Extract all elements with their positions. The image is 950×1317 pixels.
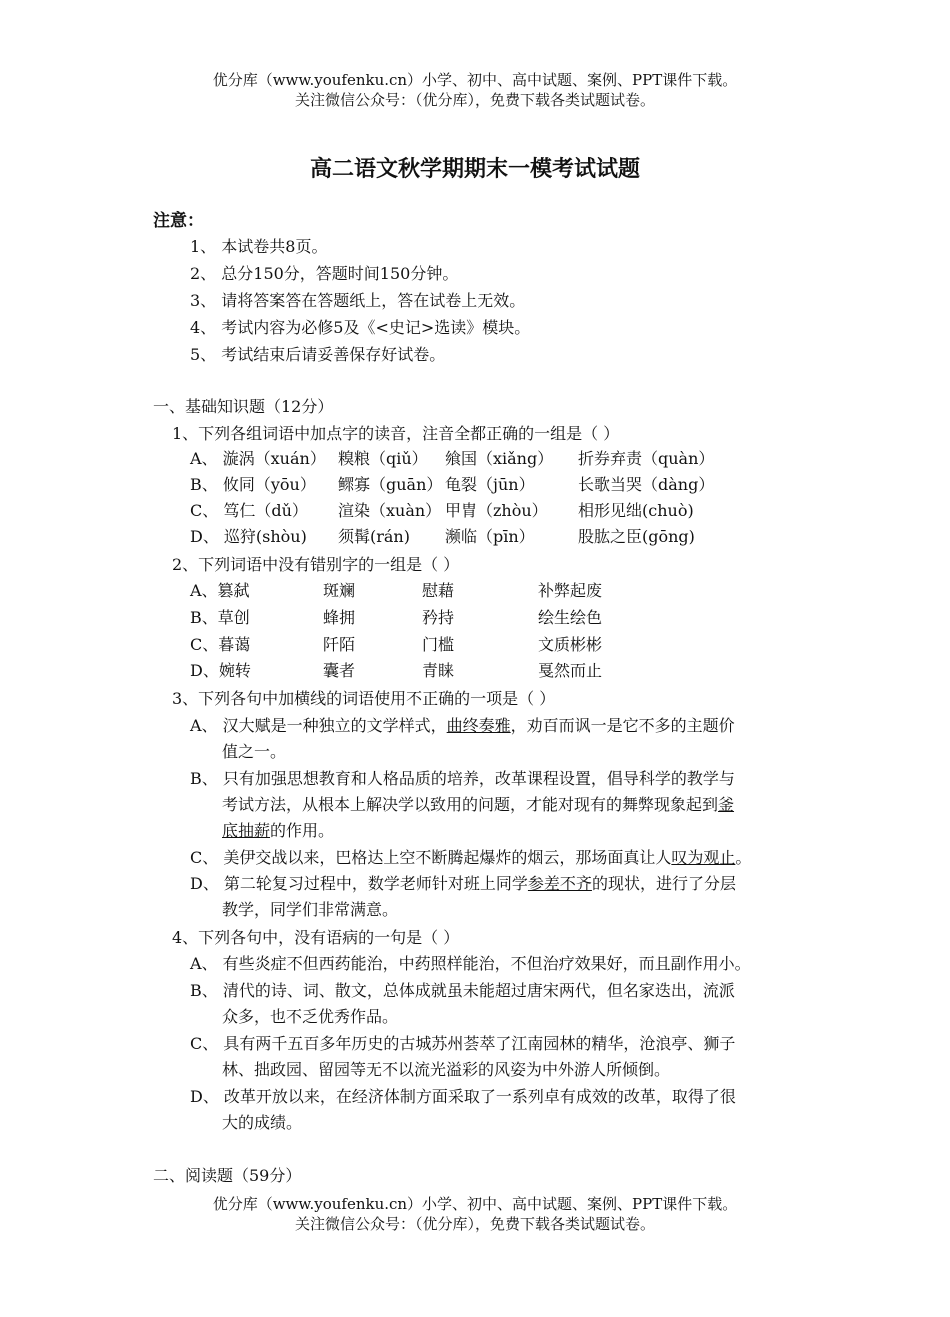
header-line-1: 优分库（www.youfenku.cn）小学、初中、高中试题、案例、PPT课件下载。 <box>212 71 738 89</box>
notice-item: 1、 本试卷共8页。 <box>190 237 328 256</box>
q3-b-underlined: 釜 <box>718 795 735 814</box>
question-2-stem: 2、下列词语中没有错别字的一组是（ ） <box>172 555 460 574</box>
q2-option-cell: 青睐 <box>422 661 455 680</box>
q2-option-cell: 蜂拥 <box>323 608 356 627</box>
q4-option-a: A、 有些炎症不但西药能治，中药照样能治，不但治疗效果好，而且副作用小。 <box>190 954 751 973</box>
notice-item: 3、 请将答案答在答题纸上，答在试卷上无效。 <box>190 291 526 310</box>
q1-option-cell: A、 漩涡（xuán） <box>190 449 326 468</box>
q3-b-underlined: 底抽薪 <box>222 821 271 840</box>
notice-item: 5、 考试结束后请妥善保存好试卷。 <box>190 345 446 364</box>
q3-c-underlined: 叹为观止 <box>671 848 736 867</box>
q3-a-underlined: 曲终奏雅 <box>446 716 511 735</box>
q1-option-cell: 濒临（pīn） <box>445 527 535 546</box>
section-2-title: 二、阅读题（59分） <box>153 1166 302 1185</box>
q4-option-d-cont: 大的成绩。 <box>222 1113 303 1132</box>
q2-option-cell: 补弊起废 <box>538 581 603 600</box>
page-title: 高二语文秋学期期末一模考试试题 <box>309 156 640 182</box>
q3-option-b-cont <box>222 820 334 842</box>
q2-option-cell: 囊者 <box>323 661 356 680</box>
q2-option-cell: 绘生绘色 <box>538 608 603 627</box>
q4-option-d: D、 改革开放以来，在经济体制方面采取了一系列卓有成效的改革，取得了很 <box>190 1087 736 1106</box>
q2-option-cell: 文质彬彬 <box>538 635 603 654</box>
q2-option-cell: 阡陌 <box>323 635 356 654</box>
q4-option-c: C、 具有两千五百多年历史的古城苏州荟萃了江南园林的精华，沧浪亭、狮子 <box>190 1034 736 1053</box>
q3-b-text: 考试方法，从根本上解决学以致用的问题，才能对现有的舞弊现象起到 <box>222 795 719 814</box>
q1-option-cell: 糗粮（qiǔ） <box>338 449 428 468</box>
q1-option-cell: 龟裂（jūn） <box>445 475 535 494</box>
footer-line-2: 关注微信公众号：（优分库），免费下载各类试题试卷。 <box>294 1215 655 1233</box>
q4-option-b-cont: 众多，也不乏优秀作品。 <box>222 1007 399 1026</box>
question-1-stem: 1、下列各组词语中加点字的读音，注音全都正确的一组是（ ） <box>172 424 620 443</box>
q1-option-cell: 折券弃责（quàn） <box>578 449 715 468</box>
q1-option-cell: 鳏寡（guān） <box>338 475 443 494</box>
q1-option-cell: D、 巡狩(shòu) <box>190 527 307 546</box>
q4-option-b: B、 清代的诗、词、散文，总体成就虽未能超过唐宋两代，但名家迭出，流派 <box>190 981 735 1000</box>
q2-option-cell: 戛然而止 <box>538 661 603 680</box>
q2-option-cell: 矜持 <box>422 608 455 627</box>
q3-c-text: 。 <box>735 848 752 867</box>
q3-b-text: 的作用。 <box>270 821 335 840</box>
q3-d-underlined: 参差不齐 <box>527 874 592 893</box>
q1-option-cell: 渲染（xuàn） <box>338 501 442 520</box>
q3-option-b-cont <box>222 794 734 816</box>
q1-option-cell: 甲胄（zhòu） <box>445 501 548 520</box>
q3-d-text: D、 第二轮复习过程中，数学老师针对班上同学 <box>190 874 528 893</box>
q2-option-cell: 门槛 <box>422 635 455 654</box>
q1-option-cell: 相形见绌(chuò) <box>578 501 694 520</box>
q3-option-a <box>190 715 735 737</box>
q3-option-a-cont: 值之一。 <box>222 742 287 761</box>
q1-option-cell: 飨国（xiǎng） <box>445 449 554 468</box>
q2-option-cell: 斑斓 <box>323 581 356 600</box>
q2-option-cell: D、婉转 <box>190 661 251 680</box>
q1-option-cell: 股肱之臣(gōng) <box>578 527 695 546</box>
header-line-2: 关注微信公众号：（优分库），免费下载各类试题试卷。 <box>294 91 655 109</box>
q4-option-c-cont: 林、拙政园、留园等无不以流光溢彩的风姿为中外游人所倾倒。 <box>222 1060 671 1079</box>
q2-option-cell: C、暮蔼 <box>190 635 251 654</box>
q1-option-cell: B、 攸同（yōu） <box>190 475 316 494</box>
q2-option-cell: 慰藉 <box>422 581 455 600</box>
notice-item: 4、 考试内容为必修5及《<史记>选读》模块。 <box>190 318 531 337</box>
q2-option-cell: B、草创 <box>190 608 250 627</box>
q3-option-c <box>190 847 751 869</box>
q3-option-d <box>190 873 736 895</box>
q2-option-cell: A、篡弑 <box>190 581 250 600</box>
question-4-stem: 4、下列各句中，没有语病的一句是（ ） <box>172 928 460 947</box>
q3-d-text: 的现状，进行了分层 <box>591 874 736 893</box>
q3-option-d-cont: 教学，同学们非常满意。 <box>222 900 399 919</box>
q1-option-cell: 须髯(rán) <box>338 527 410 546</box>
question-3-stem: 3、下列各句中加横线的词语使用不正确的一项是（ ） <box>172 689 556 708</box>
q3-a-text: A、 汉大赋是一种独立的文学样式， <box>190 716 447 735</box>
section-1-title: 一、基础知识题（12分） <box>153 397 334 416</box>
q1-option-cell: C、 笃仁（dǔ） <box>190 501 308 520</box>
notice-item: 2、 总分150分，答题时间150分钟。 <box>190 264 459 283</box>
q3-option-b: B、 只有加强思想教育和人格品质的培养，改革课程设置，倡导科学的教学与 <box>190 769 735 788</box>
footer-line-1: 优分库（www.youfenku.cn）小学、初中、高中试题、案例、PPT课件下载。 <box>212 1195 738 1213</box>
q3-a-text: ，劝百而讽一是它不多的主题价 <box>510 716 735 735</box>
q3-c-text: C、 美伊交战以来，巴格达上空不断腾起爆炸的烟云，那场面真让人 <box>190 848 672 867</box>
q1-option-cell: 长歌当哭（dàng） <box>578 475 715 494</box>
notice-label: 注意： <box>153 211 204 231</box>
